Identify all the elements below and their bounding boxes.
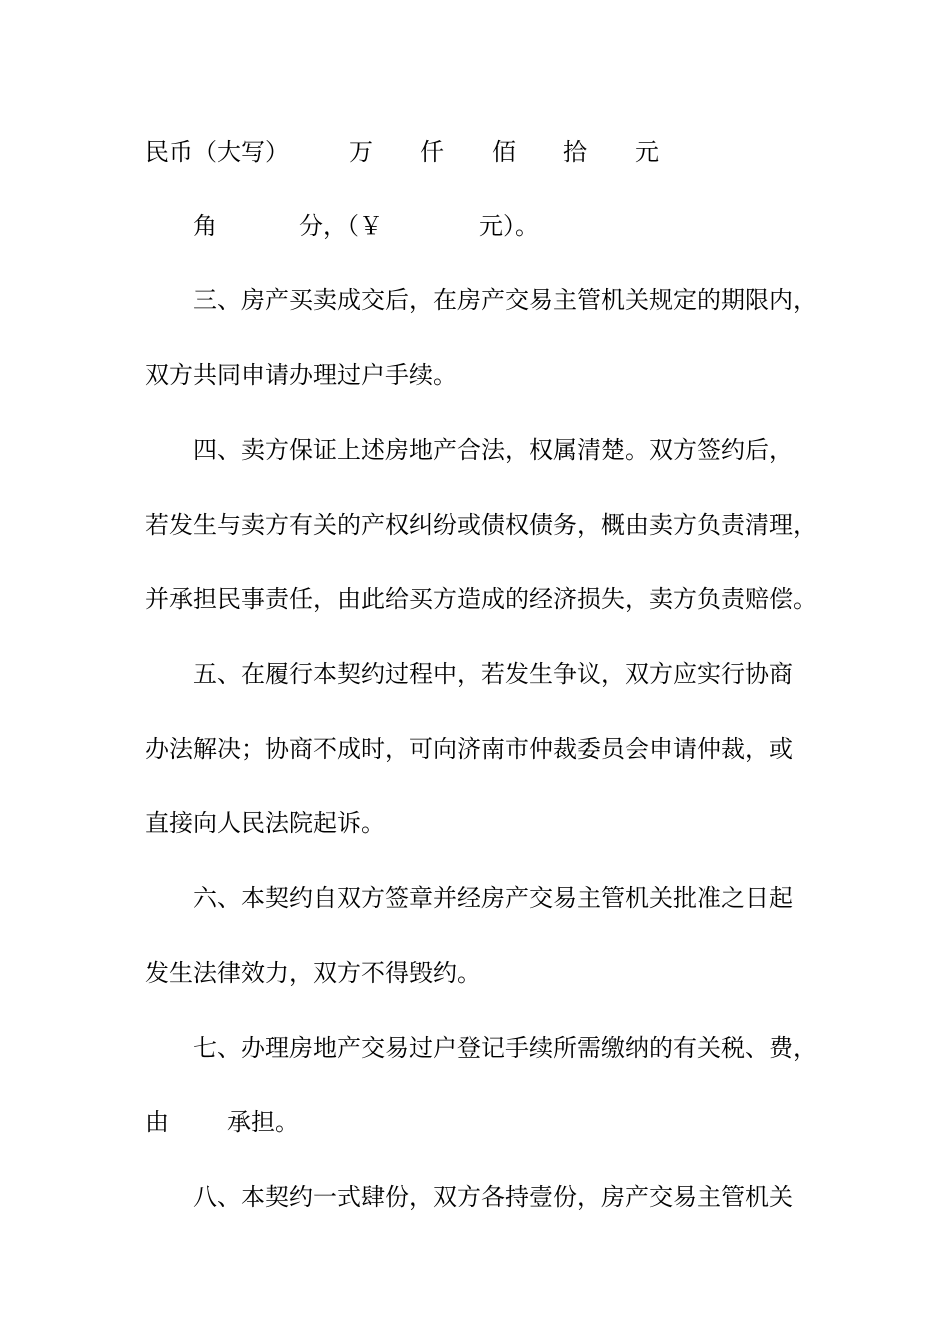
clause-3-line-1: 三、房产买卖成交后，在房产交易主管机关规定的期限内， [193,286,817,314]
clause-6-line-2: 发生法律效力，双方不得毁约。 [145,959,481,987]
clause-5-line-3: 直接向人民法院起诉。 [145,809,385,837]
clause-4-line-1: 四、卖方保证上述房地产合法，权属清楚。双方签约后， [193,436,793,464]
amount-prefix: 民币（大写） [145,138,289,166]
amount-bai: 佰 [492,138,516,166]
amount-wan: 万 [349,138,373,166]
clause-4-line-3: 并承担民事责任，由此给买方造成的经济损失，卖方负责赔偿。 [145,585,817,613]
amount-shi: 拾 [563,138,587,166]
clause-8-line-1: 八、本契约一式肆份，双方各持壹份，房产交易主管机关 [193,1183,793,1211]
amount-yuan-close: 元）。 [479,212,539,240]
clause-6-line-1: 六、本契约自双方签章并经房产交易主管机关批准之日起 [193,884,793,912]
clause-5-line-2: 办法解决；协商不成时，可向济南市仲裁委员会申请仲裁，或 [145,735,793,763]
amount-yuan: 元 [635,138,659,166]
clause-3-line-2: 双方共同申请办理过户手续。 [145,361,457,389]
clause-7-chengdan: 承担。 [227,1108,299,1136]
clause-7-you: 由 [145,1108,169,1136]
amount-fen: 分，（￥ [299,212,383,240]
amount-jiao: 角 [193,212,217,240]
clause-4-line-2: 若发生与卖方有关的产权纠纷或债权债务，概由卖方负责清理， [145,511,817,539]
amount-qian: 仟 [420,138,444,166]
clause-5-line-1: 五、在履行本契约过程中，若发生争议，双方应实行协商 [193,660,793,688]
clause-7-line-1: 七、办理房地产交易过户登记手续所需缴纳的有关税、费， [193,1034,817,1062]
